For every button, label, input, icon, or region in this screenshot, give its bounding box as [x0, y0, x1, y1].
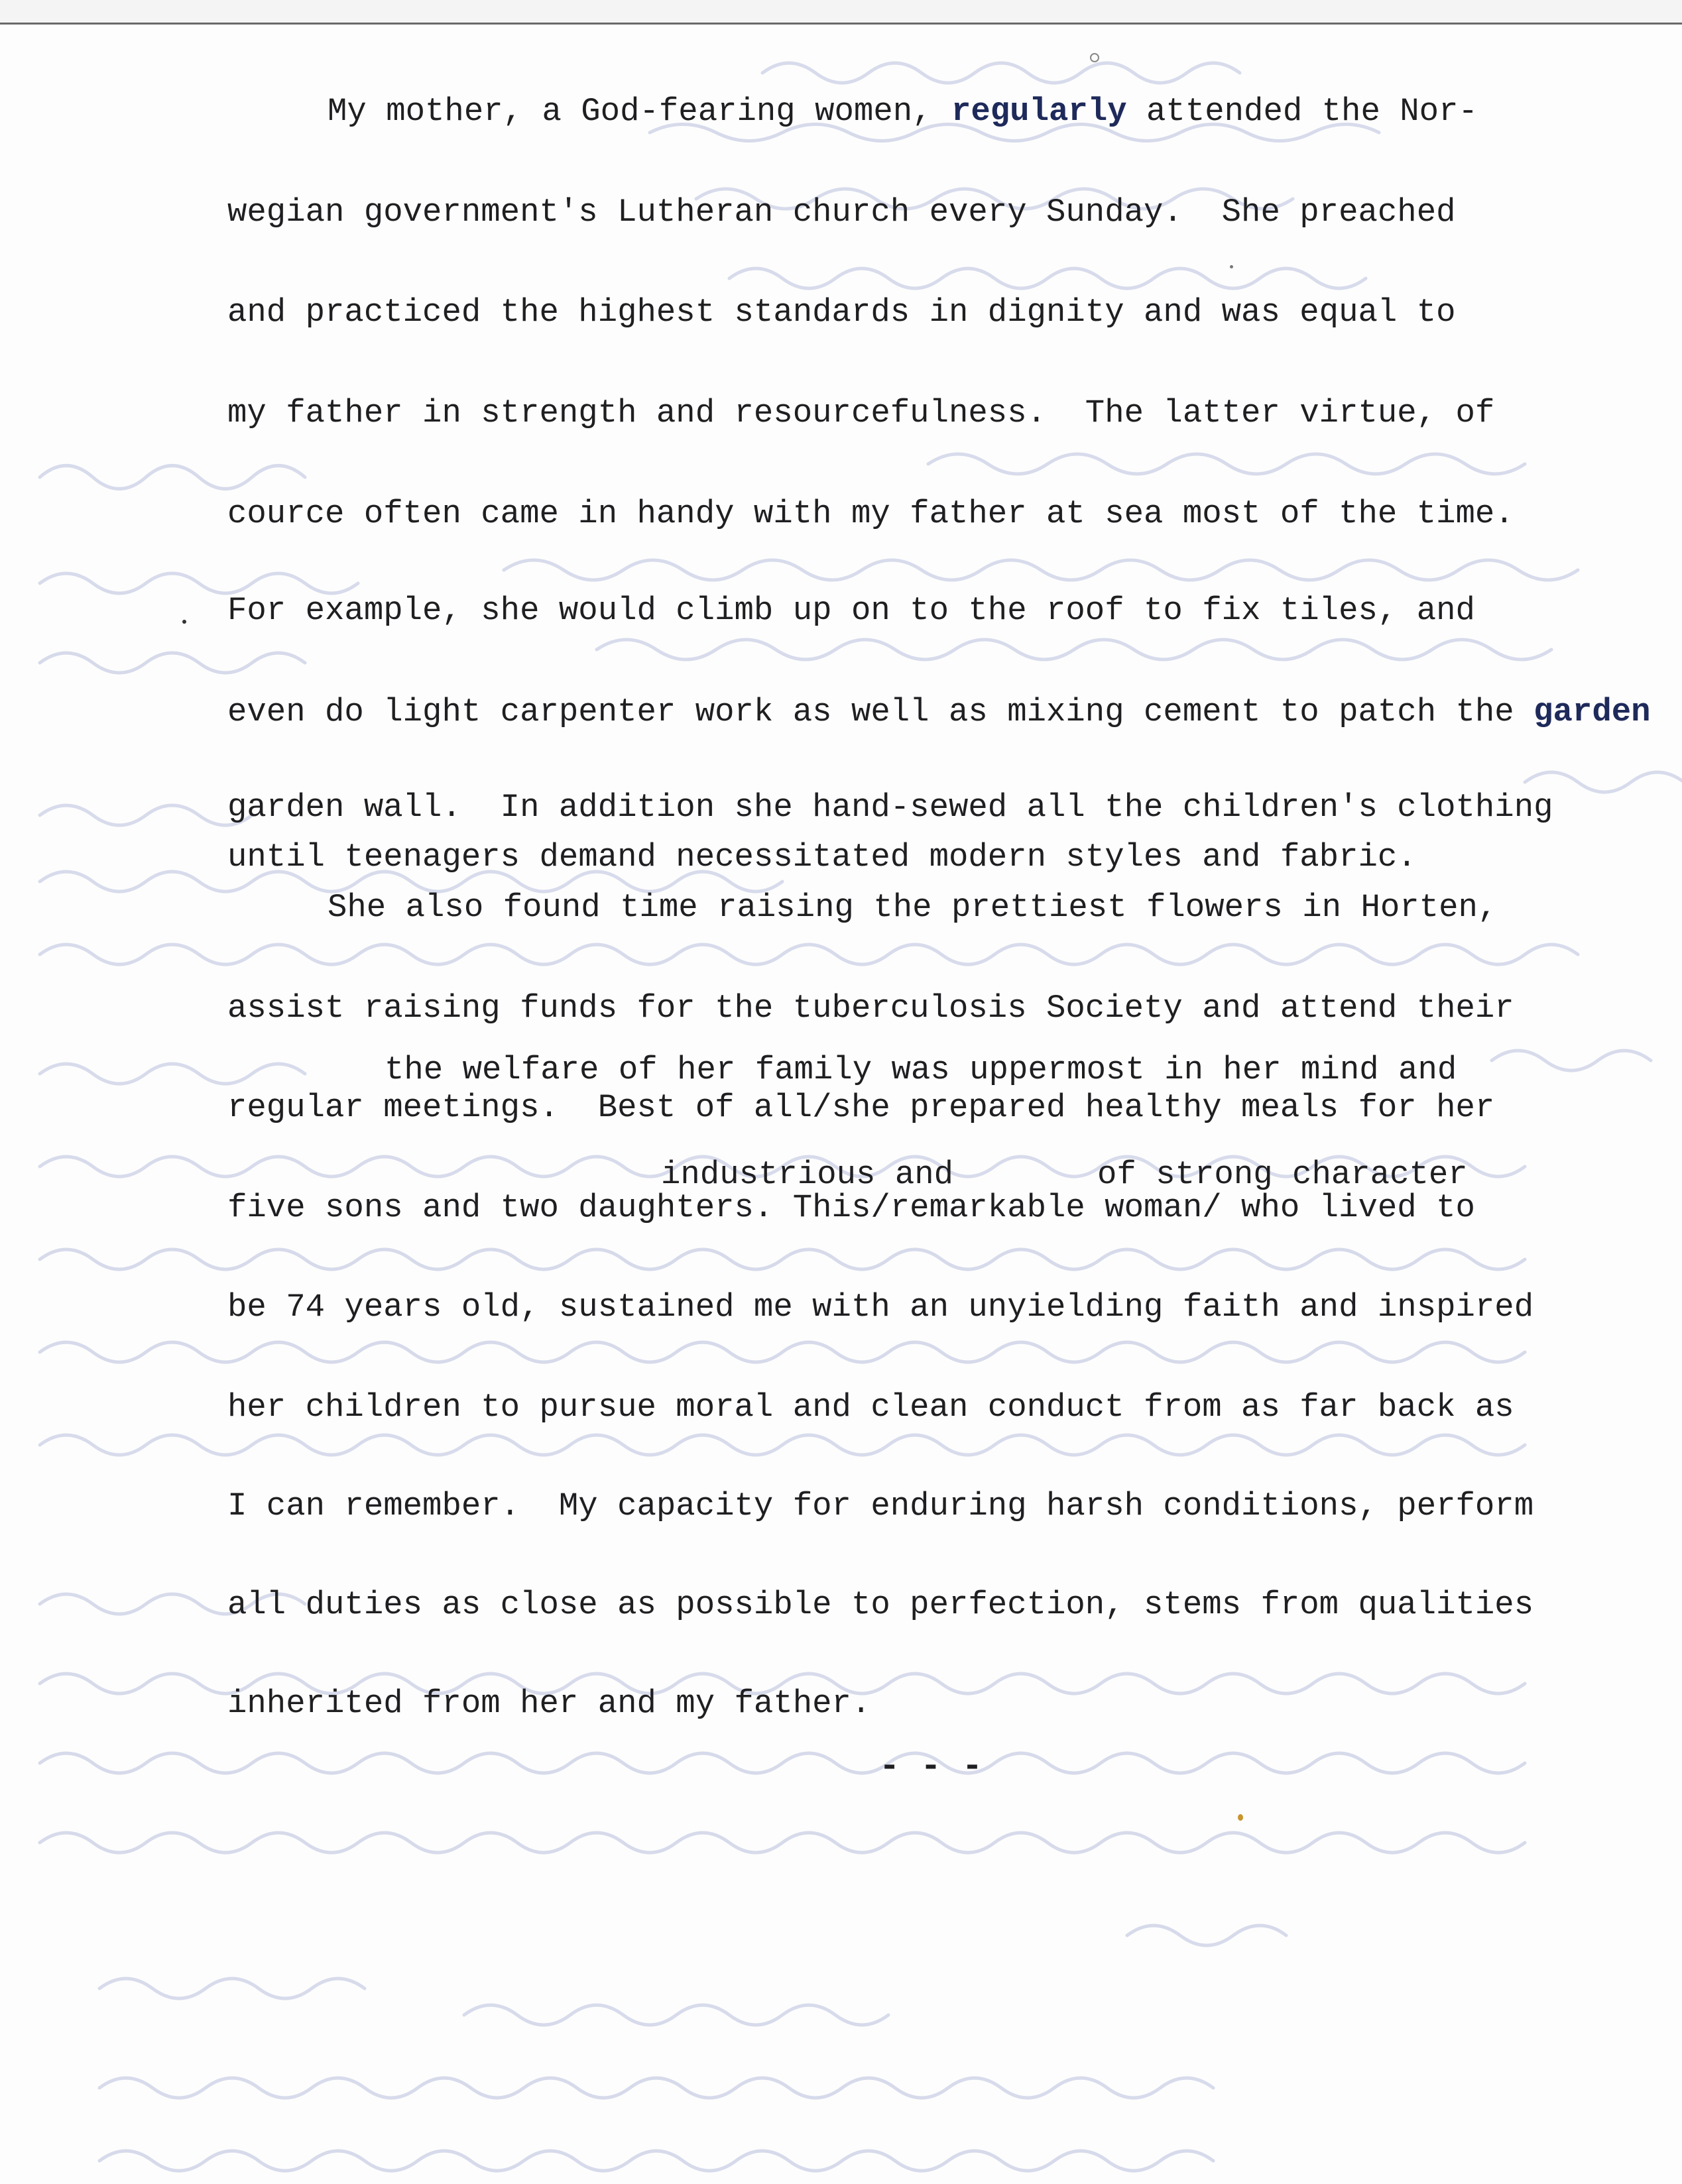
text-line: She also found time raising the prettiest flowers in Horten,	[328, 889, 1498, 926]
text-segment: attended the Nor-	[1126, 93, 1478, 130]
text-line: I can remember. My capacity for enduring harsh conditions, perform	[227, 1487, 1534, 1524]
text-line: inherited from her and my father.	[227, 1685, 871, 1722]
text-segment: even do light carpenter work as well as mixing cement to patch the	[227, 693, 1534, 730]
text-line: until teenagers demand necessitated modern styles and fabric.	[227, 838, 1417, 876]
text-line: be 74 years old, sustained me with an unyielding faith and inspired	[227, 1289, 1534, 1326]
text-line: her children to pursue moral and clean conduct from as far back as	[227, 1389, 1514, 1426]
ink-speck	[1090, 53, 1099, 62]
text-line: my father in strength and resourcefulness. The latter virtue, of	[227, 394, 1495, 431]
text-line: For example, she would climb up on to the roof to fix tiles, and	[227, 592, 1475, 629]
text-line: five sons and two daughters. This/remarkable woman/ who lived to	[227, 1189, 1475, 1226]
text-line: and practiced the highest standards in dignity and was equal to	[227, 294, 1456, 331]
text-segment: My mother, a God-fearing women,	[328, 93, 951, 130]
page-top-border	[0, 23, 1682, 25]
text-line: wegian government's Lutheran church every Sunday. She preached	[227, 194, 1456, 231]
text-line: garden wall. In addition she hand-sewed all the children's clothing	[227, 789, 1553, 826]
ink-speck	[1230, 265, 1233, 268]
section-separator: - - -	[879, 1747, 983, 1786]
struck-out-word: regularly	[951, 93, 1127, 130]
ink-speck	[1238, 1814, 1243, 1821]
typed-insertion: industrious and	[661, 1156, 954, 1193]
struck-out-word: garden	[1533, 693, 1651, 730]
ink-speck	[182, 620, 186, 624]
text-line: cource often came in handy with my father at sea most of the time.	[227, 495, 1514, 532]
text-line: regular meetings. Best of all/she prepared healthy meals for her	[227, 1089, 1495, 1126]
typed-insertion: the welfare of her family was uppermost in her mind and	[385, 1051, 1457, 1088]
typed-insertion: of strong character	[1097, 1156, 1468, 1193]
text-line: all duties as close as possible to perfection, stems from qualities	[227, 1586, 1534, 1623]
text-line	[227, 693, 1651, 730]
page-top-edge	[0, 0, 1682, 23]
text-line	[328, 95, 1478, 128]
text-line: assist raising funds for the tuberculosis Society and attend their	[227, 990, 1514, 1027]
